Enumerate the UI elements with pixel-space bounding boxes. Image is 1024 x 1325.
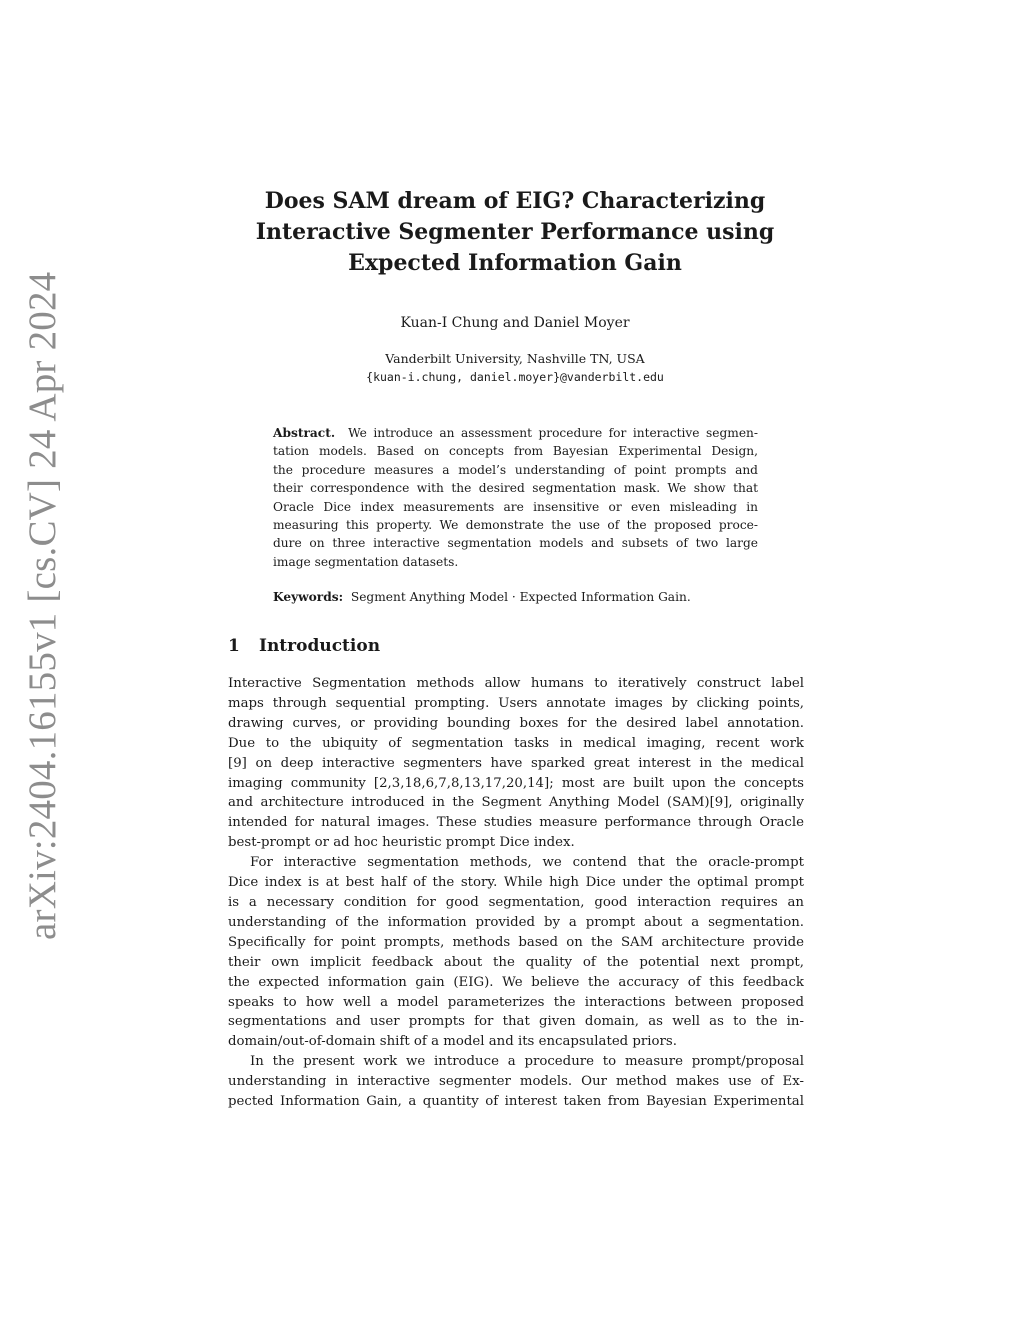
author-list: Kuan-I Chung and Daniel Moyer [400, 315, 630, 331]
abstract-line: dure on three interactive segmentation models and subsets of two large [273, 536, 758, 551]
text-line: imaging community [2,3,18,6,7,8,13,17,20,14]; most are built upon the concepts [228, 775, 804, 791]
text-line: Interactive Segmentation methods allow humans to iteratively construct label [228, 676, 804, 691]
keywords-label: Keywords: [273, 590, 344, 604]
text-line: understanding of the information provided by a prompt about a segmentation. [228, 914, 804, 930]
paragraph [228, 674, 804, 853]
paragraph [228, 1052, 804, 1112]
text-line: their own implicit feedback about the quality of the potential next prompt, [228, 954, 804, 970]
abstract-line: Oracle Dice index measurements are insensitive or even misleading in [273, 499, 758, 514]
text-line: speaks to how well a model parameterizes the interactions between proposed [228, 994, 804, 1010]
text-line: For interactive segmentation methods, we contend that the oracle-prompt [250, 855, 804, 871]
abstract-line-text: We introduce an assessment procedure for interactive segmen- [348, 426, 758, 440]
text-line: [9] on deep interactive segmenters have sparked great interest in the medical [228, 755, 804, 771]
text-line: In the present work we introduce a procedure to measure prompt/proposal [250, 1054, 804, 1070]
paragraph [228, 853, 804, 1052]
introduction-body [228, 674, 804, 1112]
text-line: understanding in interactive segmenter models. Our method makes use of Ex- [228, 1074, 804, 1090]
text-line: and architecture introduced in the Segment Anything Model (SAM)[9], originally [228, 795, 804, 811]
text-line: maps through sequential prompting. Users annotate images by clicking points, [228, 695, 804, 711]
abstract-label: Abstract. [273, 426, 336, 440]
abstract-line: measuring this property. We demonstrate the use of the proposed proce- [273, 518, 758, 533]
abstract [273, 424, 758, 571]
abstract-line: image segmentation datasets. [273, 554, 459, 569]
text-line: Dice index is at best half of the story. While high Dice under the optimal prompt [228, 875, 804, 891]
text-line: Due to the ubiquity of segmentation tasks in medical imaging, recent work [228, 735, 804, 751]
abstract-line [273, 424, 758, 442]
affiliation-block [228, 349, 802, 387]
title-line: Does SAM dream of EIG? Characterizing [264, 188, 766, 214]
title-line: Expected Information Gain [348, 250, 682, 276]
abstract-line: tation models. Based on concepts from Bayesian Experimental Design, [273, 444, 758, 459]
section-title: Introduction [259, 636, 381, 656]
text-line: Specifically for point prompts, methods based on the SAM architecture provide [228, 934, 804, 950]
keywords [273, 588, 758, 606]
arxiv-identifier: arXiv:2404.16155v1 [cs.CV] 24 Apr 2024 [21, 271, 64, 940]
abstract-line: the procedure measures a model’s understanding of point prompts and [273, 462, 758, 477]
text-line: segmentations and user prompts for that given domain, as well as to the in- [228, 1014, 804, 1030]
text-line: the expected information gain (EIG). We believe the accuracy of this feedback [228, 974, 804, 990]
text-line: is a necessary condition for good segmentation, good interaction requires an [228, 894, 804, 910]
section-number: 1 [228, 636, 240, 656]
title-line: Interactive Segmenter Performance using [255, 219, 775, 245]
text-line: pected Information Gain, a quantity of interest taken from Bayesian Experimental [228, 1094, 804, 1110]
keywords-text: Segment Anything Model · Expected Information Gain. [350, 590, 691, 604]
paper-title [228, 186, 802, 279]
text-line: intended for natural images. These studies measure performance through Oracle [228, 815, 804, 831]
text-line: best-prompt or ad hoc heuristic prompt Dice index. [228, 835, 575, 851]
email-addresses: {kuan-i.chung, daniel.moyer}@vanderbilt.edu [366, 370, 664, 384]
section-heading [228, 634, 380, 658]
abstract-line: their correspondence with the desired segmentation mask. We show that [273, 481, 758, 496]
affiliation: Vanderbilt University, Nashville TN, USA [385, 351, 645, 366]
text-line: domain/out-of-domain shift of a model and its encapsulated priors. [228, 1034, 677, 1050]
text-line: drawing curves, or providing bounding boxes for the desired label annotation. [228, 715, 804, 731]
